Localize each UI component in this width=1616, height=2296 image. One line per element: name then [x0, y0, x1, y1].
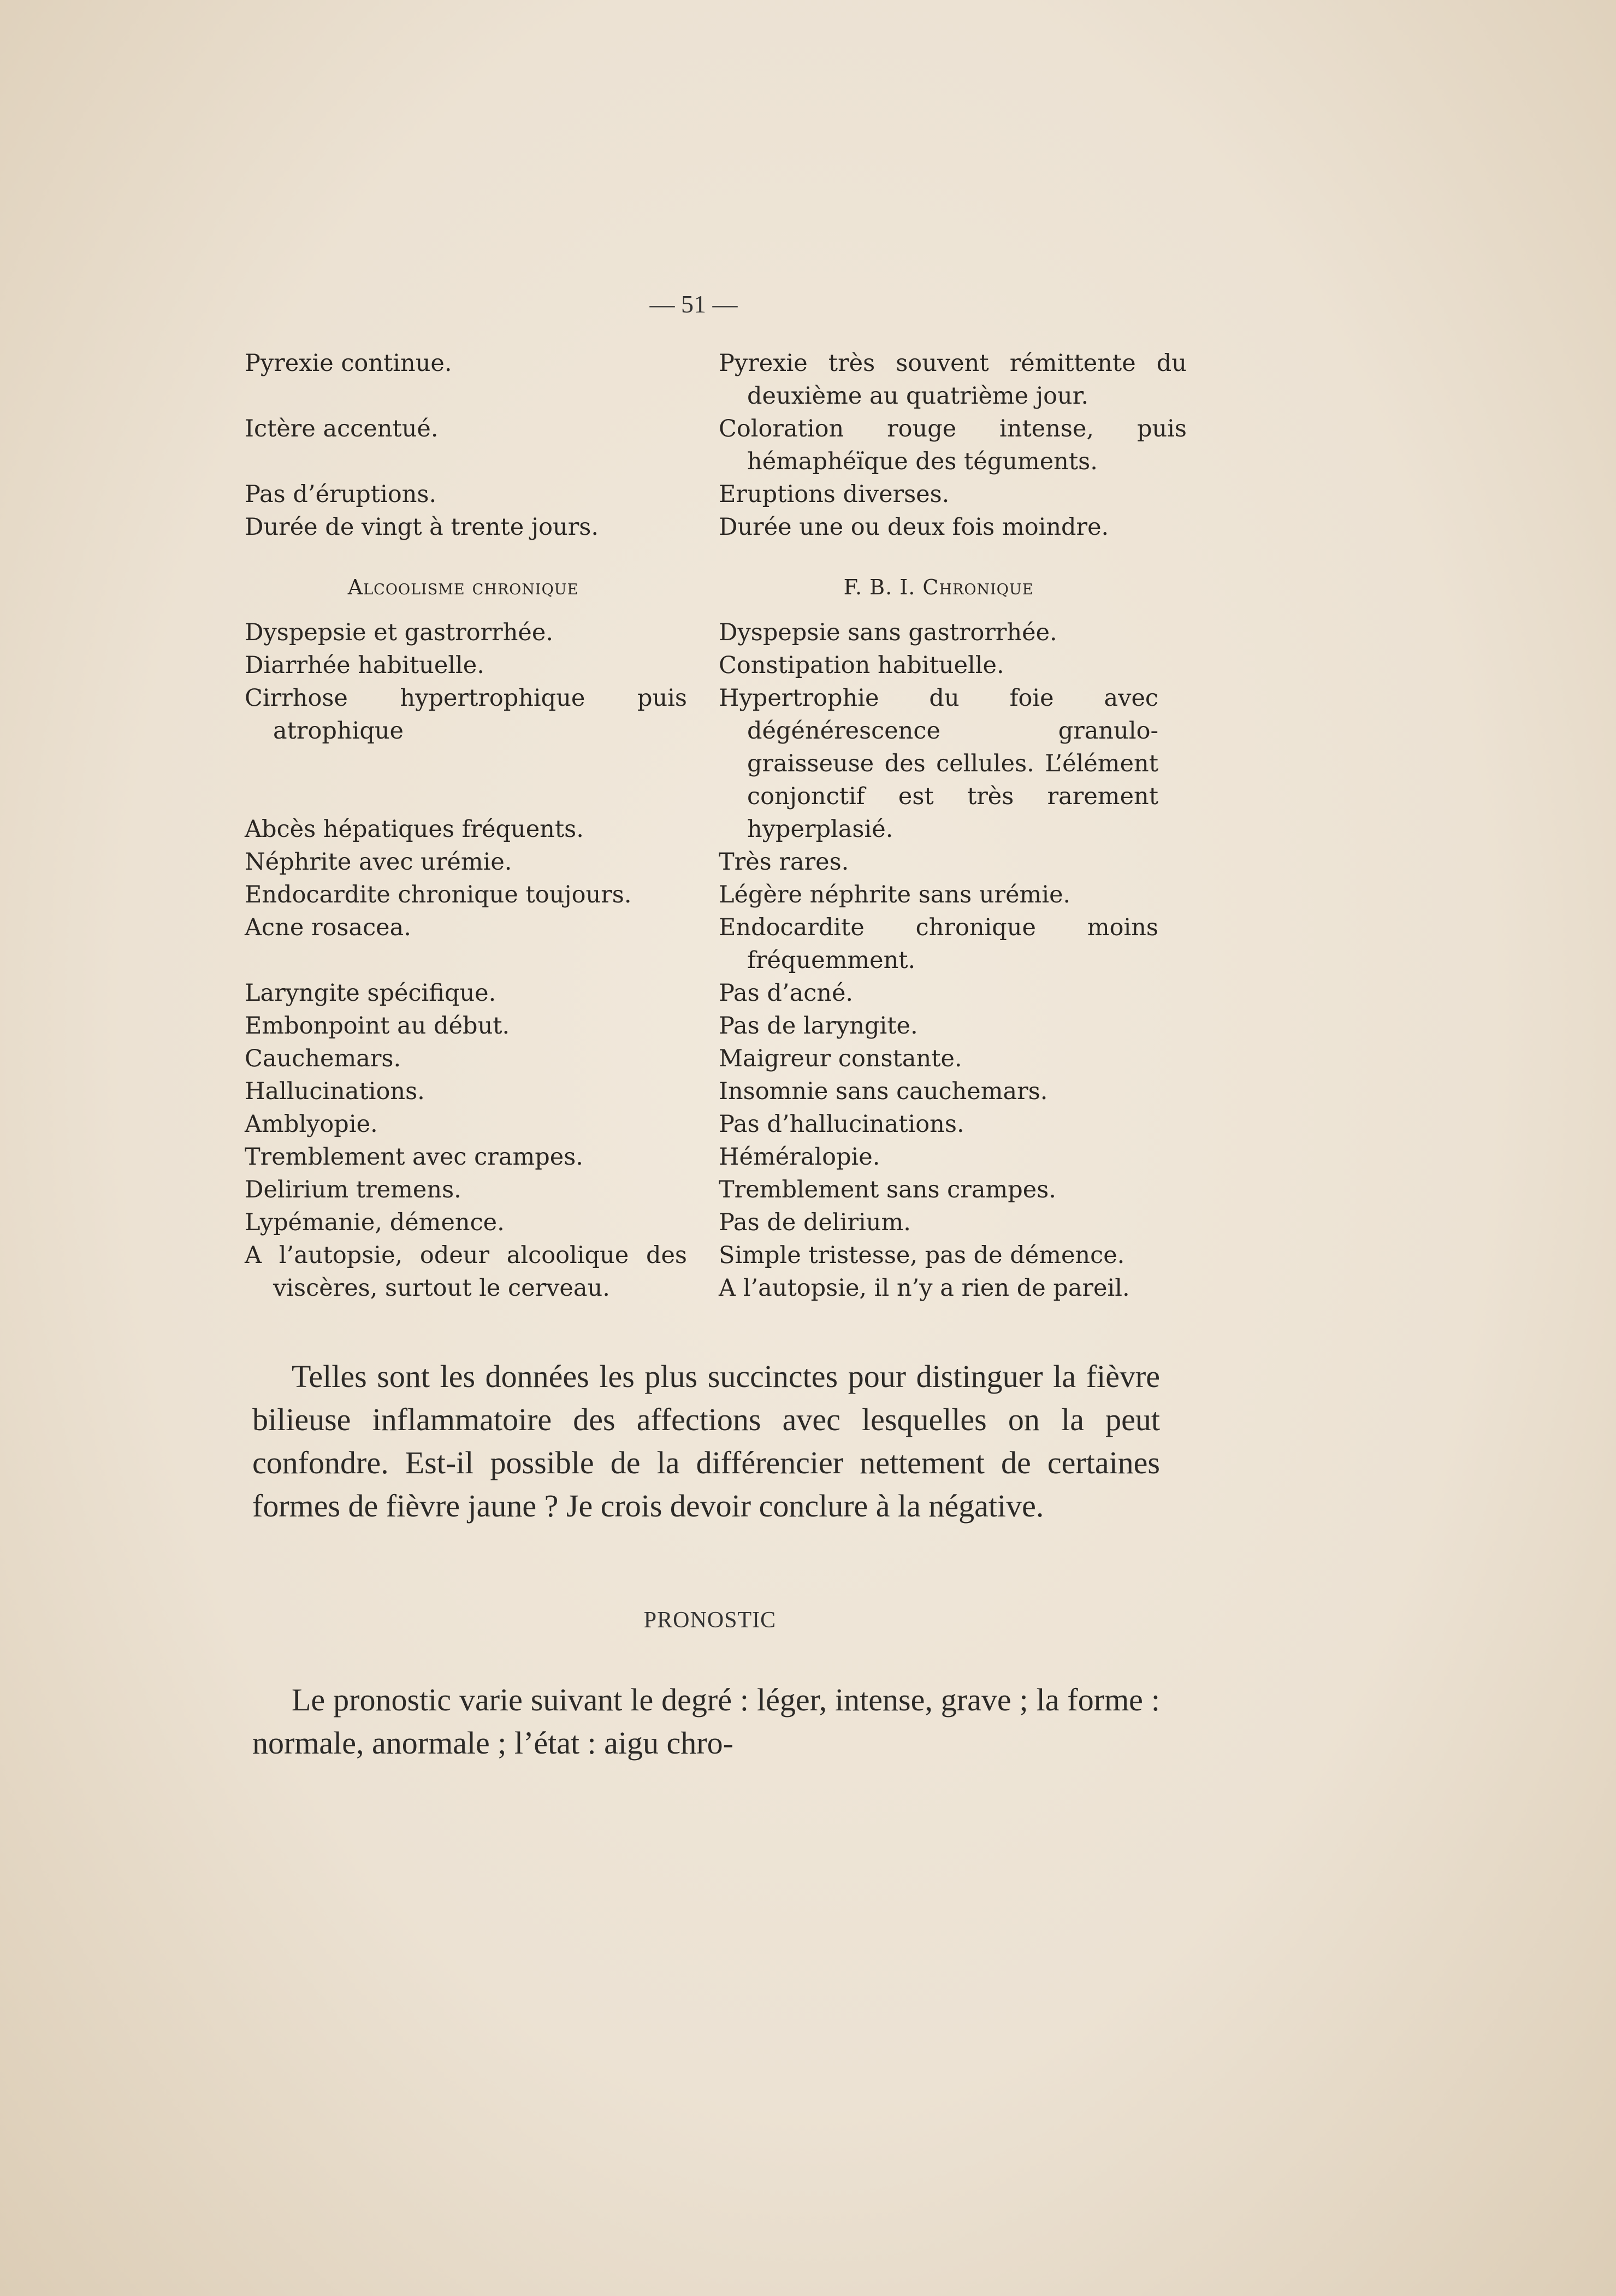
right-entry: Pas d’hallucinations. [719, 1111, 964, 1138]
right-entry: Endocardite chronique moins fréquemment. [719, 914, 1158, 974]
right-entry: Dyspepsie sans gastrorrhée. [719, 619, 1057, 646]
right-entry: Insomnie sans cauchemars. [719, 1078, 1048, 1105]
conclusion-text: Telles sont les données les plus succinctes pour distinguer la fièvre bilieuse inflammatoire des affections avec lesquelles on la peut confondre. Est-il possible de la différencier nettement de certaines formes de fièvre jaune ? Je crois devoir conclure à la négative. [252, 1359, 1160, 1524]
pronostic-text: Le pronostic varie suivant le degré : léger, intense, grave ; la forme : normale, anormale ; l’état : aigu chro- [252, 1682, 1160, 1761]
left-entry: Diarrhée habituelle. [245, 652, 484, 679]
right-entry: Très rares. [719, 848, 849, 876]
top-row-right: Eruptions diverses. [719, 481, 950, 508]
heading-right: F. B. I. Chronique [843, 575, 1034, 599]
left-entry: Tremblement avec crampes. [245, 1143, 583, 1171]
left-entry: Endocardite chronique toujours. [245, 881, 632, 908]
left-entry: Dyspepsie et gastrorrhée. [245, 619, 553, 646]
right-entry: Légère néphrite sans urémie. [719, 881, 1071, 908]
right-entry: Constipation habituelle. [719, 652, 1004, 679]
section-title: PRONOSTIC [643, 1608, 777, 1633]
right-entry: Pas de laryngite. [719, 1012, 918, 1040]
top-row-left: Ictère accentué. [245, 415, 439, 442]
left-entry: Delirium tremens. [245, 1176, 461, 1203]
left-entry: Laryngite spécifique. [245, 979, 496, 1007]
right-entry: Pas d’acné. [719, 979, 854, 1007]
left-entry: Hallucinations. [245, 1078, 425, 1105]
right-entry: Héméralopie. [719, 1143, 880, 1171]
comparison-left-column [245, 616, 687, 1305]
right-entry: Simple tristesse, pas de démence. [719, 1242, 1125, 1269]
right-entry: Maigreur constante. [719, 1045, 962, 1072]
top-row-left: Durée de vingt à trente jours. [245, 513, 599, 541]
top-row-right: Durée une ou deux fois moindre. [719, 513, 1109, 541]
comparison-right-column [719, 616, 1158, 1305]
top-row-left: Pas d’éruptions. [245, 481, 437, 508]
right-entry: A l’autopsie, il n’y a rien de pareil. [719, 1274, 1130, 1302]
left-entry: Néphrite avec urémie. [245, 848, 512, 876]
heading-left: Alcoolisme chronique [347, 575, 579, 599]
right-entry: Pas de delirium. [719, 1209, 911, 1236]
left-entry: Abcès hépatiques fréquents. [245, 816, 584, 843]
left-entry: Amblyopie. [245, 1111, 378, 1138]
left-entry: Embonpoint au début. [245, 1012, 510, 1040]
right-entry: Hypertrophie du foie avec dégénérescence granulo-graisseuse des cellules. L’élément conjonctif est très rarement hyperplasié. [719, 684, 1158, 843]
conclusion-paragraph [252, 1355, 1160, 1527]
left-entry: Lypémanie, démence. [245, 1209, 505, 1236]
top-row-right: Pyrexie très souvent rémittente du deuxième au quatrième jour. [719, 350, 1187, 410]
left-entry: Cauchemars. [245, 1045, 401, 1072]
page-number: — 51 — [649, 290, 738, 318]
left-entry: Acne rosacea. [245, 914, 411, 941]
left-entry: Cirrhose hypertrophique puis atrophique [245, 684, 687, 745]
left-entry: A l’autopsie, odeur alcoolique des viscères, surtout le cerveau. [245, 1242, 687, 1302]
top-row-left: Pyrexie continue. [245, 350, 452, 377]
pronostic-paragraph [252, 1678, 1160, 1764]
right-entry: Tremblement sans crampes. [719, 1176, 1056, 1203]
top-row-right: Coloration rouge intense, puis hémaphéïque des téguments. [719, 415, 1187, 475]
